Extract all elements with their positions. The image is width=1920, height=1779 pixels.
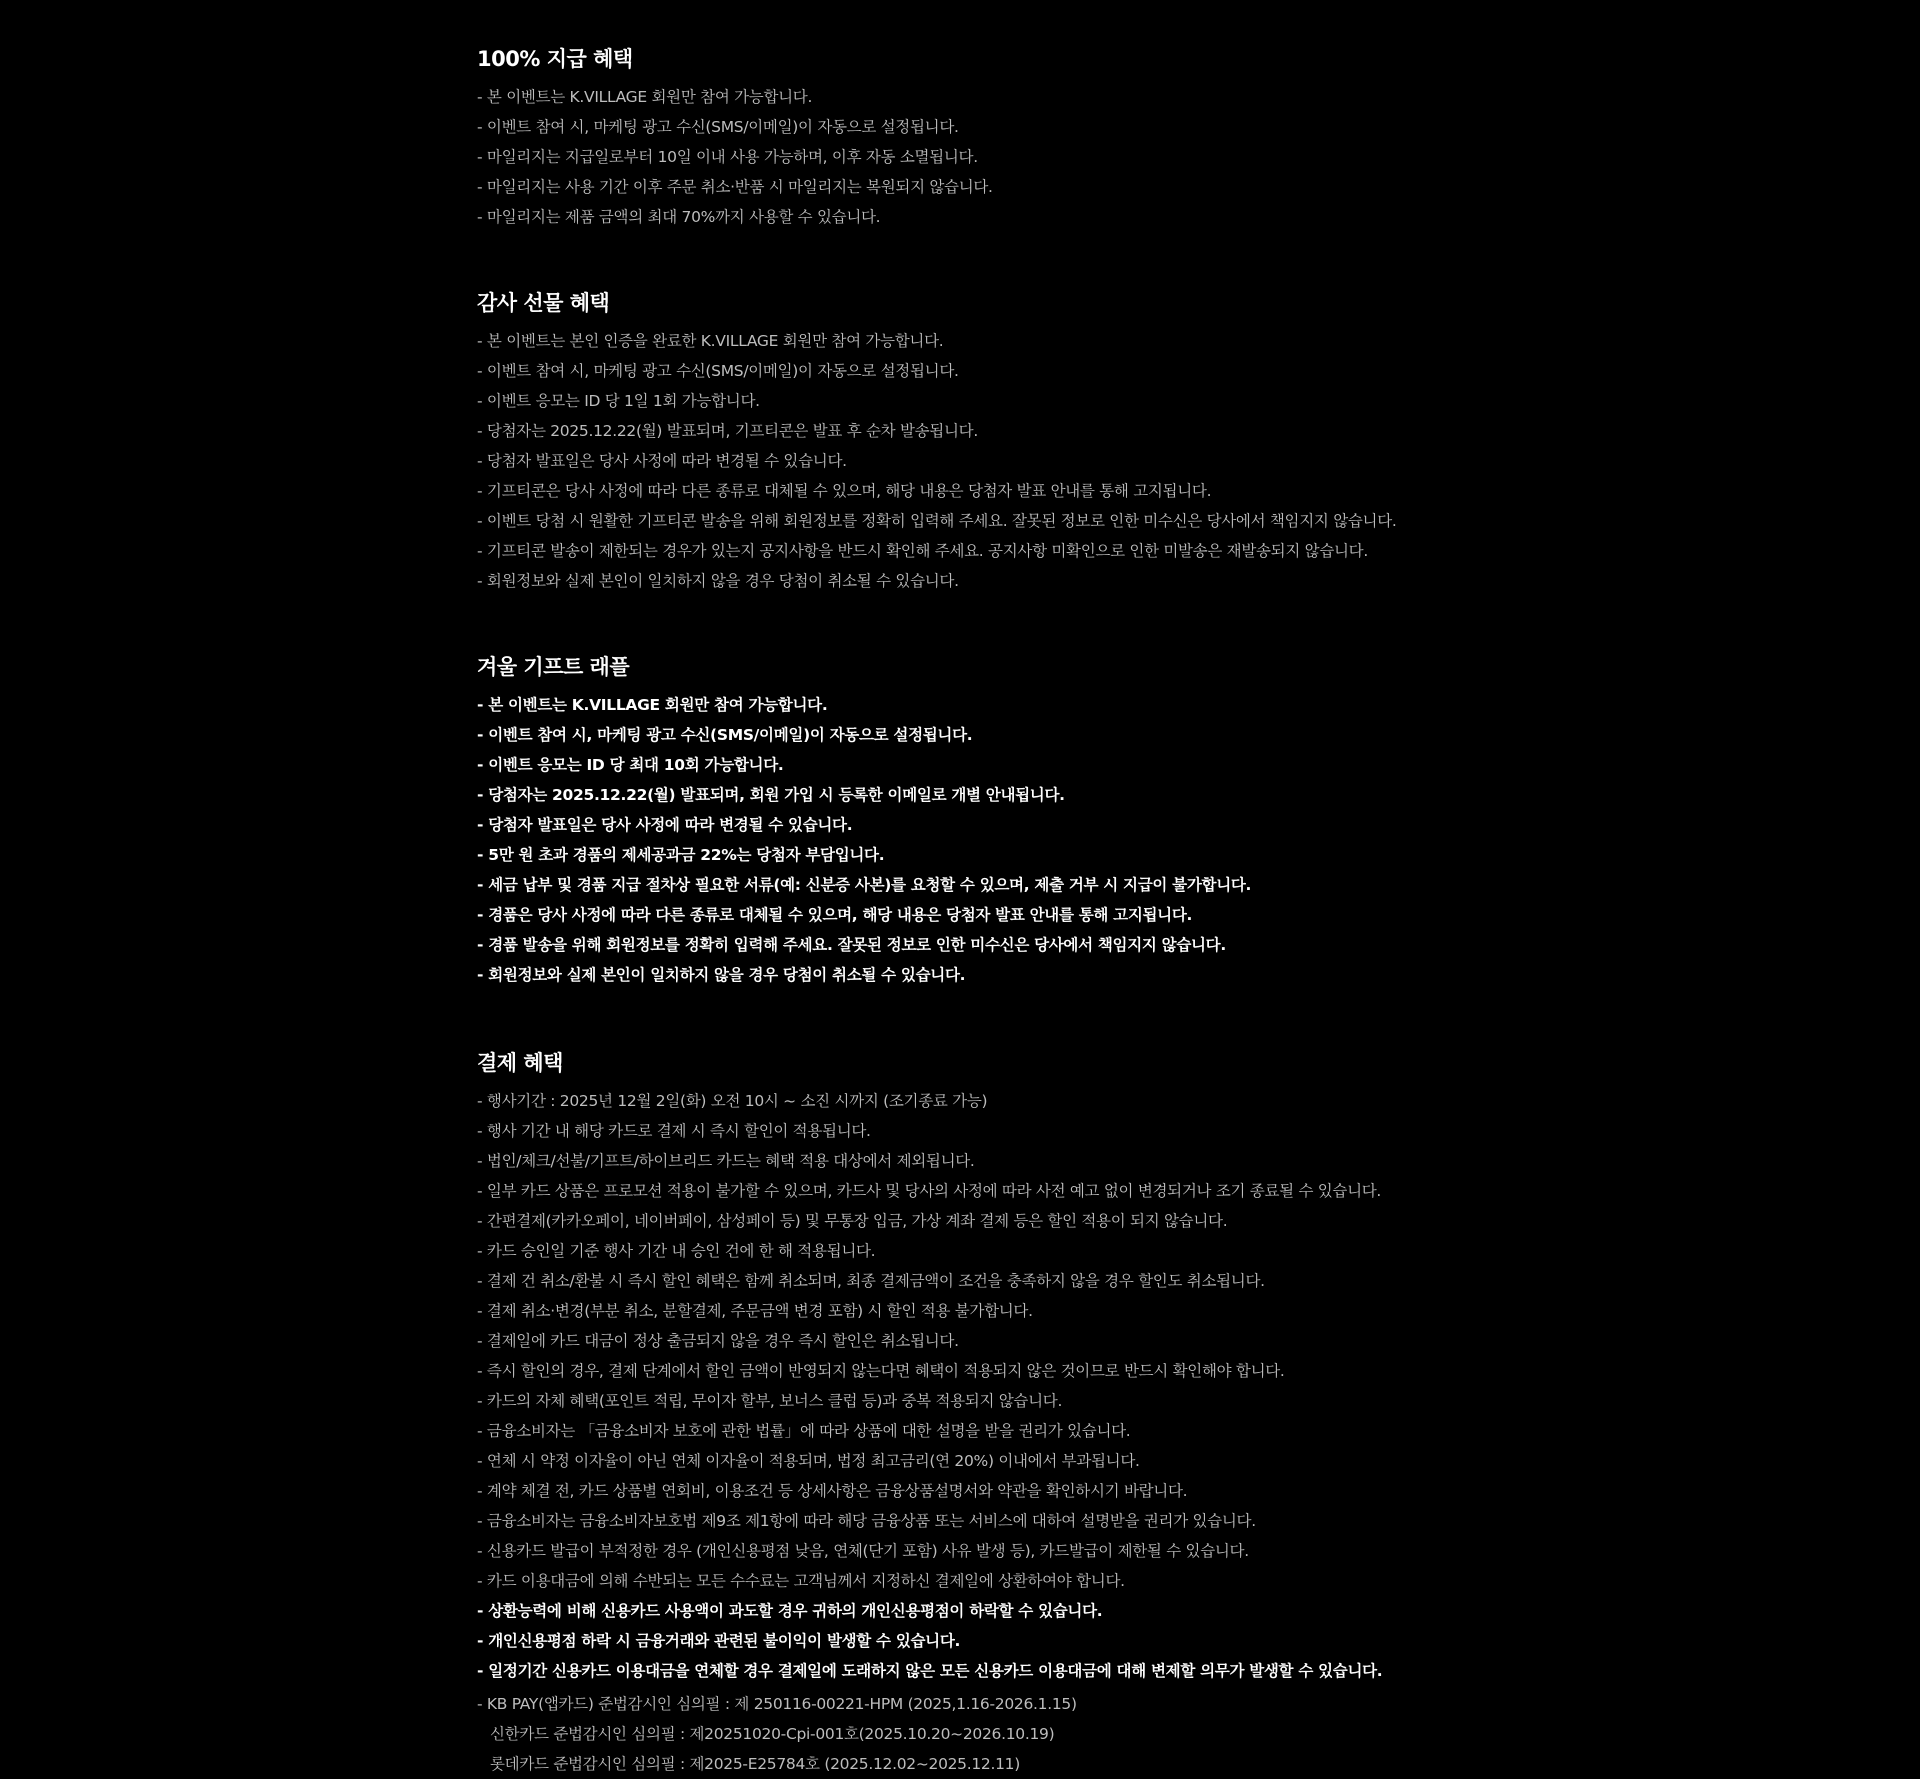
list-item: - 이벤트 당첨 시 원활한 기프티콘 발송을 위해 회원정보를 정확히 입력해 주세요. 잘못된 정보로 인한 미수신은 당사에서 책임지지 않습니다.	[477, 512, 1397, 530]
warning-item: - 상환능력에 비해 신용카드 사용액이 과도할 경우 귀하의 개인신용평점이 하락할 수 있습니다.	[477, 1602, 1103, 1620]
list-item: - 기프티콘은 당사 사정에 따라 다른 종류로 대체될 수 있으며, 해당 내용은 당첨자 발표 안내를 통해 고지됩니다.	[477, 482, 1212, 500]
list-item: - 이벤트 참여 시, 마케팅 광고 수신(SMS/이메일)이 자동으로 설정됩니다.	[477, 362, 959, 380]
list-item: - 당첨자 발표일은 당사 사정에 따라 변경될 수 있습니다.	[477, 816, 853, 834]
section-title: 감사 선물 혜택	[477, 291, 610, 315]
list-item: - 이벤트 참여 시, 마케팅 광고 수신(SMS/이메일)이 자동으로 설정됩니다.	[477, 118, 959, 136]
list-item: - 법인/체크/선불/기프트/하이브리드 카드는 혜택 적용 대상에서 제외됩니다.	[477, 1152, 975, 1170]
review-line-shinhan: 신한카드 준법감시인 심의필 : 제20251020-Cpi-001호(2025.10.20~2026.10.19)	[490, 1725, 1055, 1743]
list-item: - 행사기간 : 2025년 12월 2일(화) 오전 10시 ~ 소진 시까지 (조기종료 가능)	[477, 1092, 988, 1110]
list-item: - 간편결제(카카오페이, 네이버페이, 삼성페이 등) 및 무통장 입금, 가상 계좌 결제 등은 할인 적용이 되지 않습니다.	[477, 1212, 1228, 1230]
section-title: 겨울 기프트 래플	[477, 655, 630, 679]
section-full-payment-benefit	[477, 40, 1477, 232]
list-item: - 5만 원 초과 경품의 제세공과금 22%는 당첨자 부담입니다.	[477, 846, 885, 864]
list-item: - 회원정보와 실제 본인이 일치하지 않을 경우 당첨이 취소될 수 있습니다.	[477, 966, 966, 984]
list-item: - 경품은 당사 사정에 따라 다른 종류로 대체될 수 있으며, 해당 내용은 당첨자 발표 안내를 통해 고지됩니다.	[477, 906, 1193, 924]
section-title: 결제 혜택	[477, 1051, 563, 1075]
section-title: 100% 지급 혜택	[477, 47, 633, 71]
list-item: - 결제일에 카드 대금이 정상 출금되지 않을 경우 즉시 할인은 취소됩니다.	[477, 1332, 959, 1350]
warning-item: - 일정기간 신용카드 이용대금을 연체할 경우 결제일에 도래하지 않은 모든 신용카드 이용대금에 대해 변제할 의무가 발생할 수 있습니다.	[477, 1662, 1383, 1680]
notice-list	[477, 1086, 1477, 1779]
list-item: - 당첨자 발표일은 당사 사정에 따라 변경될 수 있습니다.	[477, 452, 847, 470]
list-item: - 카드 이용대금에 의해 수반되는 모든 수수료는 고객님께서 지정하신 결제일에 상환하여야 합니다.	[477, 1572, 1125, 1590]
list-item: - 행사 기간 내 해당 카드로 결제 시 즉시 할인이 적용됩니다.	[477, 1122, 871, 1140]
list-item: - 결제 취소·변경(부분 취소, 분할결제, 주문금액 변경 포함) 시 할인 적용 불가합니다.	[477, 1302, 1033, 1320]
notice-list	[477, 690, 1477, 990]
list-item: - 결제 건 취소/환불 시 즉시 할인 혜택은 함께 취소되며, 최종 결제금액이 조건을 충족하지 않을 경우 할인도 취소됩니다.	[477, 1272, 1265, 1290]
list-item: - 마일리지는 제품 금액의 최대 70%까지 사용할 수 있습니다.	[477, 208, 881, 226]
section-thanks-gift-benefit	[477, 284, 1477, 596]
review-approval-item	[477, 1686, 1477, 1779]
list-item: - 금융소비자는 「금융소비자 보호에 관한 법률」에 따라 상품에 대한 설명을 받을 권리가 있습니다.	[477, 1422, 1131, 1440]
review-line-lotte: 롯데카드 준법감시인 심의필 : 제2025-E25784호 (2025.12.02~2025.12.11)	[490, 1755, 1020, 1773]
list-item: - 계약 체결 전, 카드 상품별 연회비, 이용조건 등 상세사항은 금융상품설명서와 약관을 확인하시기 바랍니다.	[477, 1482, 1188, 1500]
list-item: - 마일리지는 지급일로부터 10일 이내 사용 가능하며, 이후 자동 소멸됩니다.	[477, 148, 978, 166]
list-item: - 본 이벤트는 K.VILLAGE 회원만 참여 가능합니다.	[477, 696, 828, 714]
list-item: - 본 이벤트는 K.VILLAGE 회원만 참여 가능합니다.	[477, 88, 813, 106]
section-winter-gift-raffle	[477, 648, 1477, 990]
list-item: - 당첨자는 2025.12.22(월) 발표되며, 기프티콘은 발표 후 순차 발송됩니다.	[477, 422, 978, 440]
notice-content	[477, 40, 1477, 1779]
notice-list	[477, 326, 1477, 596]
list-item: - 카드의 자체 혜택(포인트 적립, 무이자 할부, 보너스 클럽 등)과 중복 적용되지 않습니다.	[477, 1392, 1063, 1410]
list-item: - 본 이벤트는 본인 인증을 완료한 K.VILLAGE 회원만 참여 가능합니다.	[477, 332, 944, 350]
list-item: - 이벤트 참여 시, 마케팅 광고 수신(SMS/이메일)이 자동으로 설정됩니다.	[477, 726, 973, 744]
section-payment-benefit	[477, 1044, 1477, 1779]
list-item: - 즉시 할인의 경우, 결제 단계에서 할인 금액이 반영되지 않는다면 혜택이 적용되지 않은 것이므로 반드시 확인해야 합니다.	[477, 1362, 1285, 1380]
list-item: - 마일리지는 사용 기간 이후 주문 취소·반품 시 마일리지는 복원되지 않습니다.	[477, 178, 993, 196]
list-item: - 신용카드 발급이 부적정한 경우 (개인신용평점 낮음, 연체(단기 포함) 사유 발생 등), 카드발급이 제한될 수 있습니다.	[477, 1542, 1249, 1560]
list-item: - 당첨자는 2025.12.22(월) 발표되며, 회원 가입 시 등록한 이메일로 개별 안내됩니다.	[477, 786, 1065, 804]
notice-list	[477, 82, 1477, 232]
warning-item: - 개인신용평점 하락 시 금융거래와 관련된 불이익이 발생할 수 있습니다.	[477, 1632, 961, 1650]
list-item: - 경품 발송을 위해 회원정보를 정확히 입력해 주세요. 잘못된 정보로 인한 미수신은 당사에서 책임지지 않습니다.	[477, 936, 1226, 954]
list-item: - 회원정보와 실제 본인이 일치하지 않을 경우 당첨이 취소될 수 있습니다.	[477, 572, 959, 590]
review-line-kbpay: - KB PAY(앱카드) 준법감시인 심의필 : 제 250116-00221-HPM (2025,1.16-2026.1.15)	[477, 1695, 1077, 1713]
list-item: - 일부 카드 상품은 프로모션 적용이 불가할 수 있으며, 카드사 및 당사의 사정에 따라 사전 예고 없이 변경되거나 조기 종료될 수 있습니다.	[477, 1182, 1382, 1200]
list-item: - 금융소비자는 금융소비자보호법 제9조 제1항에 따라 해당 금융상품 또는 서비스에 대하여 설명받을 권리가 있습니다.	[477, 1512, 1256, 1530]
list-item: - 카드 승인일 기준 행사 기간 내 승인 건에 한 해 적용됩니다.	[477, 1242, 876, 1260]
list-item: - 연체 시 약정 이자율이 아닌 연체 이자율이 적용되며, 법정 최고금리(연 20%) 이내에서 부과됩니다.	[477, 1452, 1140, 1470]
list-item: - 이벤트 응모는 ID 당 최대 10회 가능합니다.	[477, 756, 784, 774]
list-item: - 기프티콘 발송이 제한되는 경우가 있는지 공지사항을 반드시 확인해 주세요. 공지사항 미확인으로 인한 미발송은 재발송되지 않습니다.	[477, 542, 1368, 560]
list-item: - 세금 납부 및 경품 지급 절차상 필요한 서류(예: 신분증 사본)를 요청할 수 있으며, 제출 거부 시 지급이 불가합니다.	[477, 876, 1252, 894]
list-item: - 이벤트 응모는 ID 당 1일 1회 가능합니다.	[477, 392, 760, 410]
